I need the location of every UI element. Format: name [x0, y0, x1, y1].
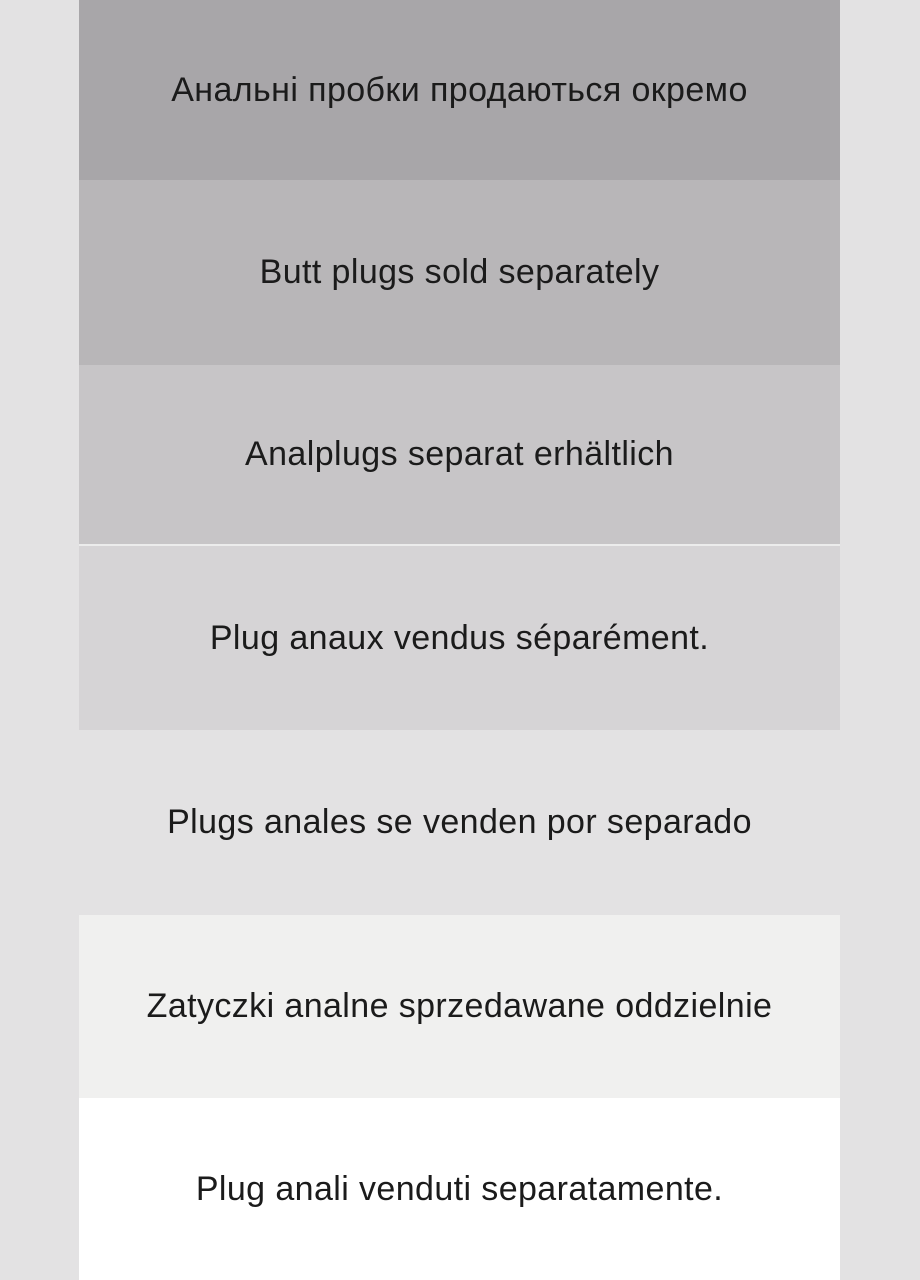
- translation-text-english: Butt plugs sold separately: [259, 253, 660, 292]
- translation-band-italian: [79, 1098, 840, 1280]
- translation-band-german: [79, 365, 840, 544]
- translation-text-ukrainian: Анальні пробки продаються окремо: [171, 70, 748, 109]
- translation-band-spanish: [79, 730, 840, 915]
- translation-text-french: Plug anaux vendus séparément.: [209, 618, 710, 657]
- translation-text-italian: Plug anali venduti separatamente.: [195, 1169, 724, 1208]
- translation-band-french: [79, 544, 840, 730]
- translation-text-german: Analplugs separat erhältlich: [245, 435, 674, 474]
- translation-band-english: [79, 180, 840, 365]
- translation-band-ukrainian: [79, 0, 840, 180]
- translation-text-polish: Zatyczki analne sprzedawane oddzielnie: [146, 987, 773, 1026]
- translation-band-polish: [79, 915, 840, 1098]
- translation-text-spanish: Plugs anales se venden por separado: [167, 803, 752, 842]
